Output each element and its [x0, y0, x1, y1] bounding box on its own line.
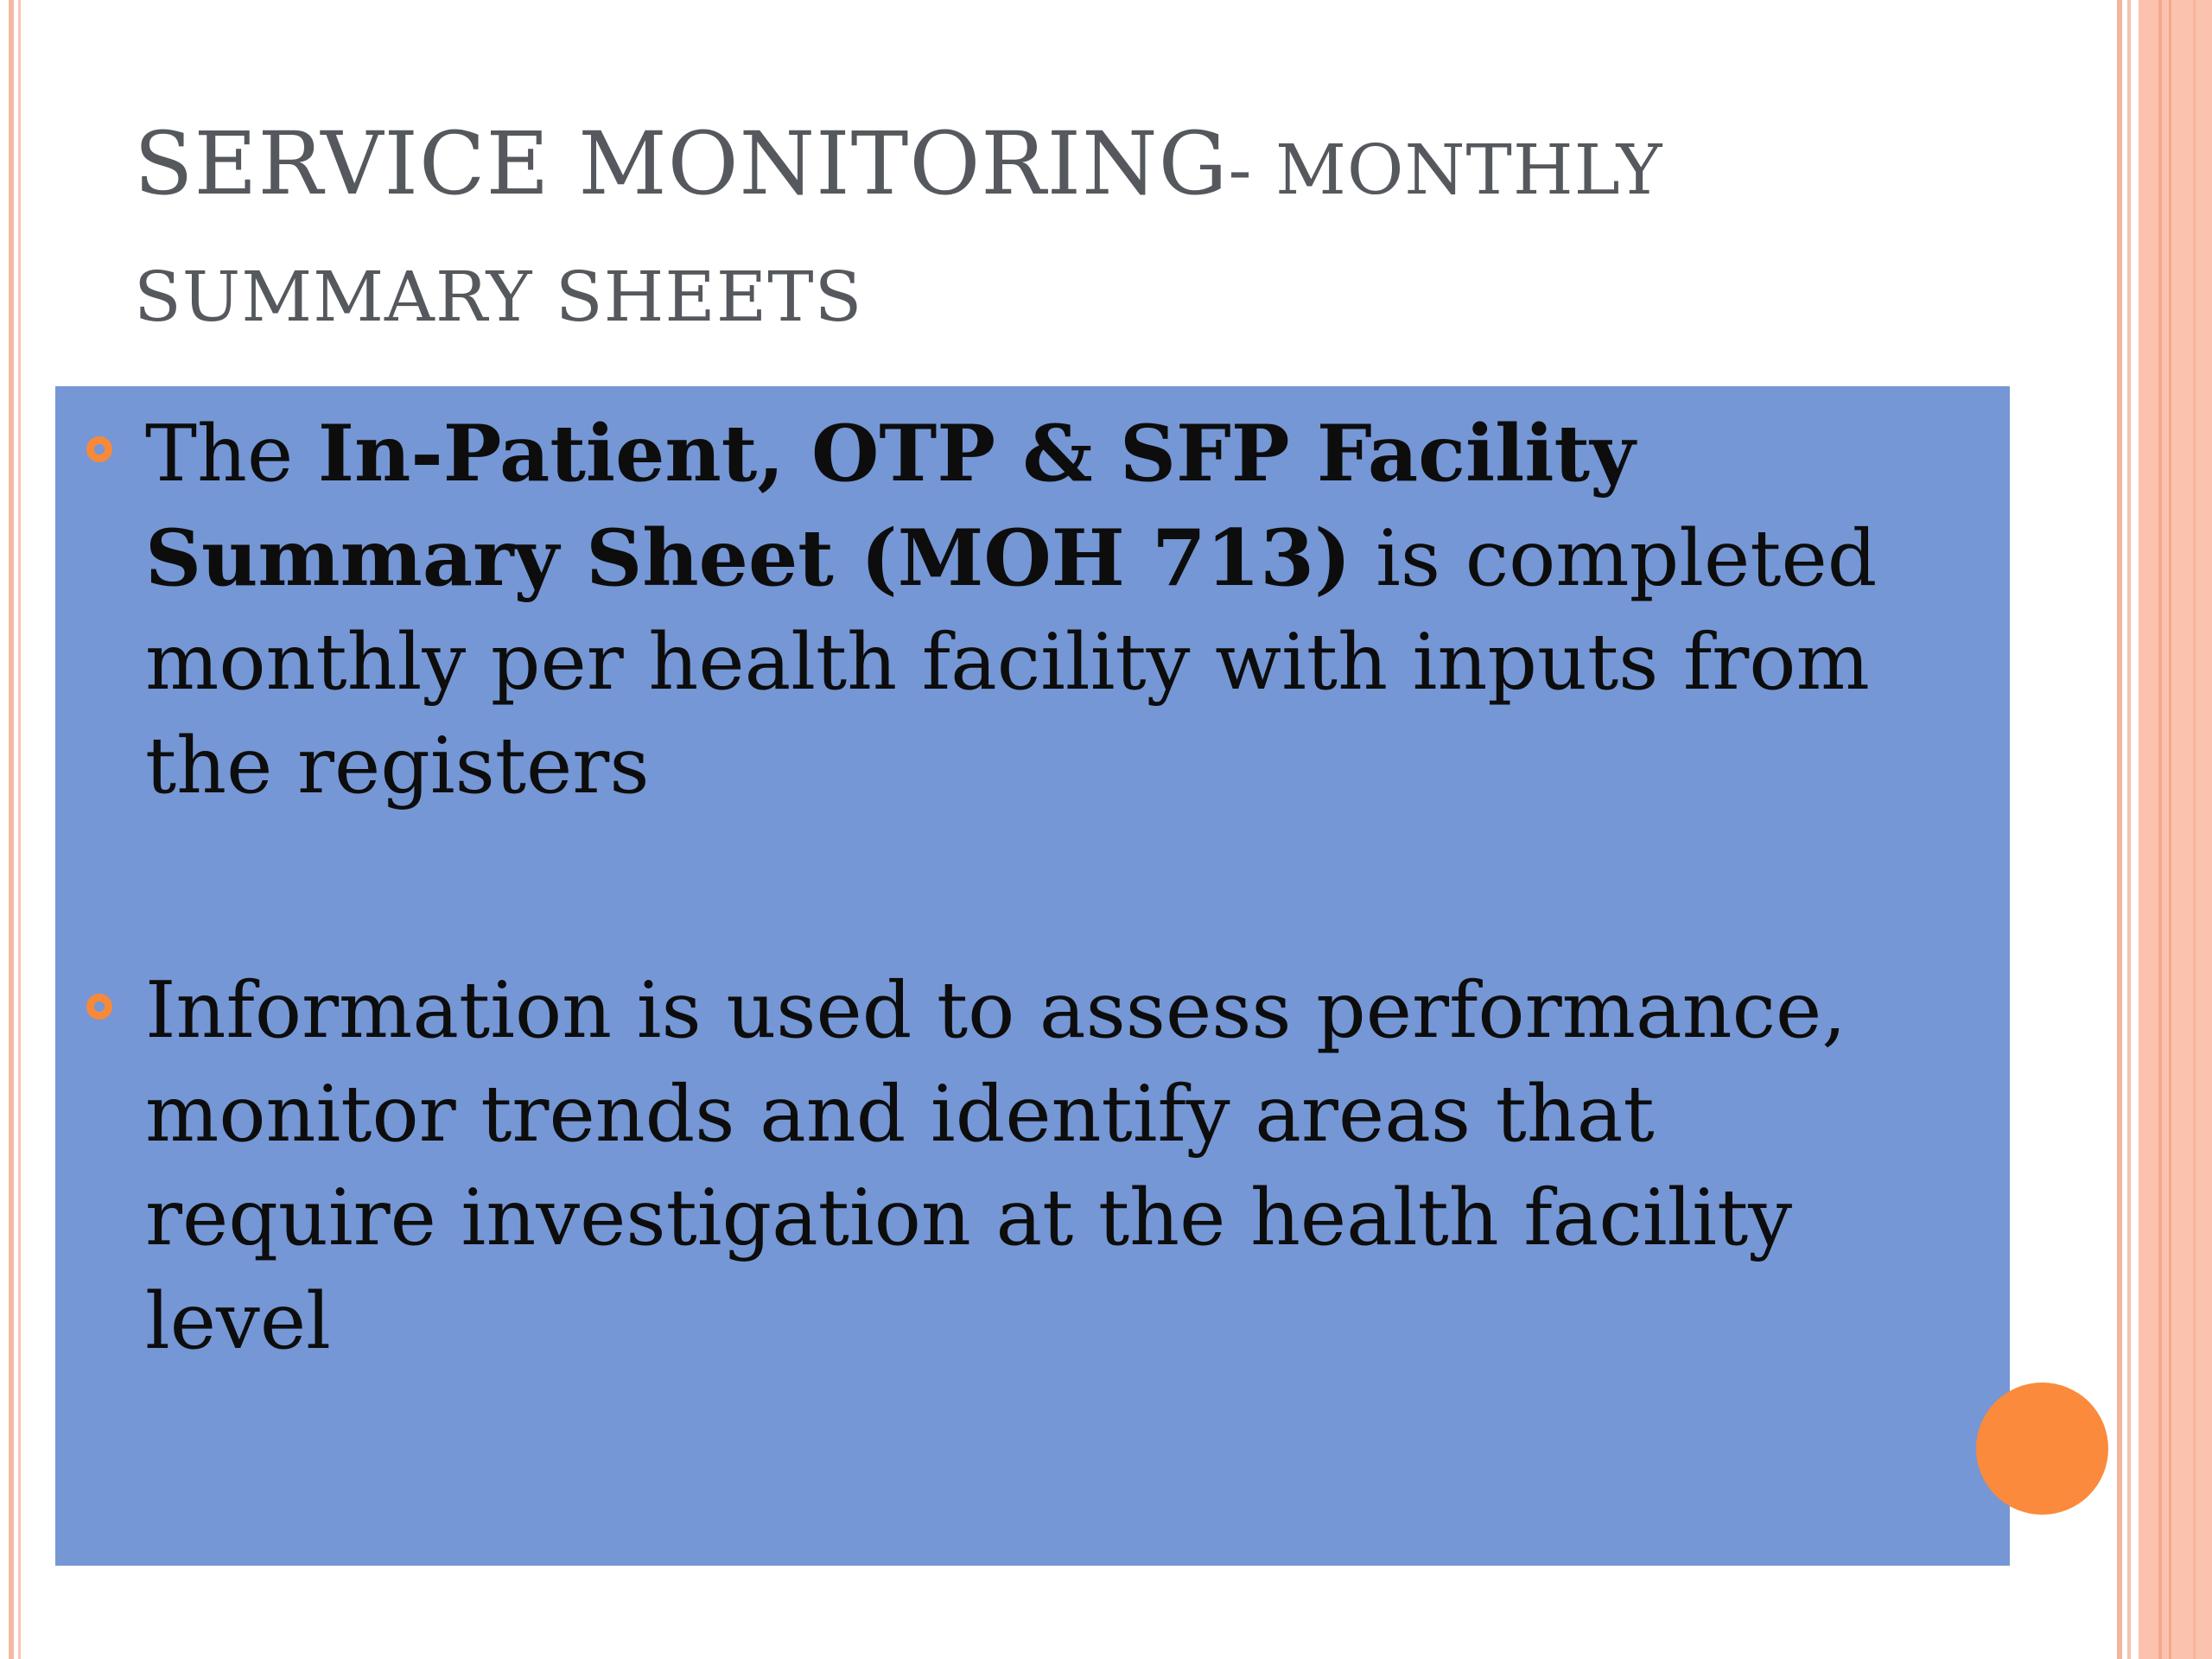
bullet-suffix: is completed monthly per health facility with inputs from the registers [145, 513, 1878, 811]
bullet-ring-icon [86, 994, 112, 1020]
left-border-line [9, 0, 14, 1659]
bullet-ring-icon [86, 436, 112, 462]
bullet-prefix: The [145, 409, 318, 499]
left-border-line-inner [18, 0, 21, 1659]
bullet-item [86, 402, 1944, 818]
orange-circle-decoration [1976, 1382, 2108, 1515]
bullet-text [145, 402, 1944, 818]
right-band-stripe [2193, 0, 2196, 1659]
title-main: SERVICE MONITORING [134, 113, 1229, 214]
right-border-line-inner [2127, 0, 2131, 1659]
bullet-item [86, 959, 1944, 1374]
title-sub-1: - MONTHLY [1228, 130, 1663, 210]
right-band-stripe [2169, 0, 2171, 1659]
bullet-bold-text: In-Patient, OTP & SFP Facility Summary Sheet (MOH 713) [145, 408, 1636, 604]
right-decorative-band [2139, 0, 2212, 1659]
right-border-line [2117, 0, 2122, 1659]
slide-title [134, 104, 2035, 358]
title-sub-2: SUMMARY SHEETS [134, 257, 863, 337]
bullet-text: Information is used to assess performance, monitor trends and identify areas that require investigation at the health facility level [145, 965, 1847, 1367]
right-band-stripe [2158, 0, 2162, 1659]
